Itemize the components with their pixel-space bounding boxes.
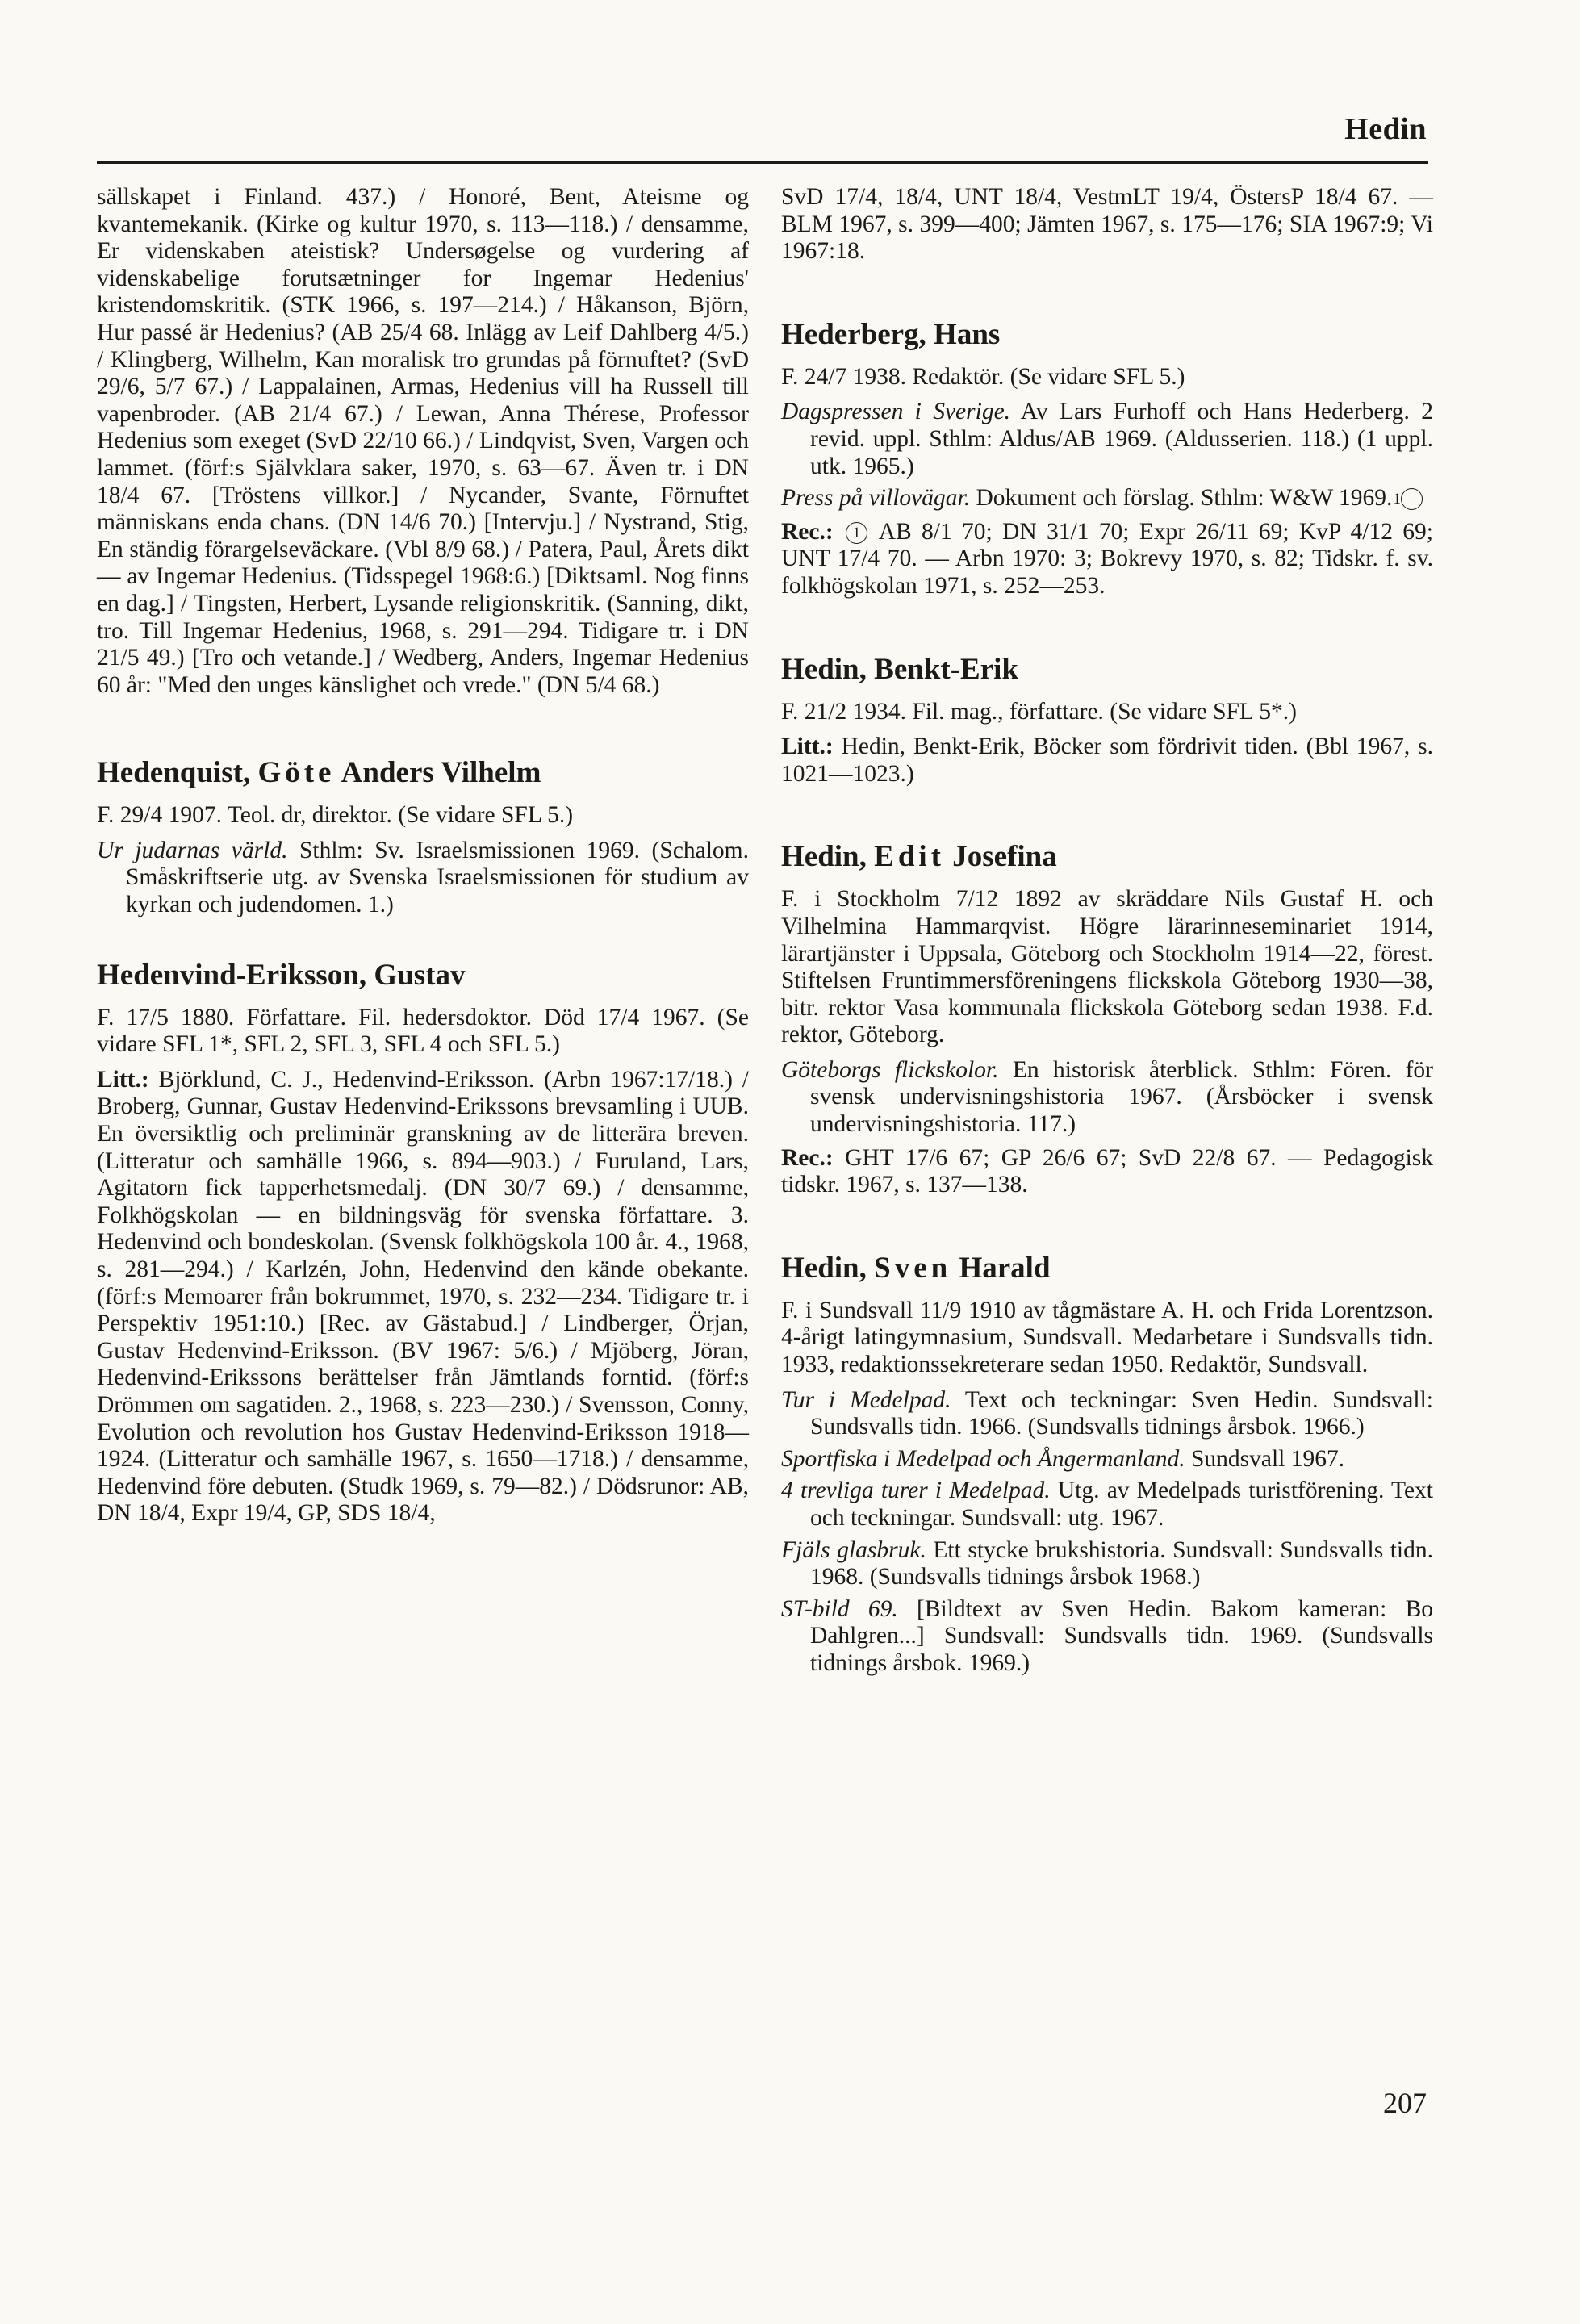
entry-sven	[781, 1251, 1433, 1678]
entry-hederberg	[781, 317, 1433, 600]
heading-part: Göte	[257, 756, 336, 790]
heading-part: Josefina	[945, 840, 1057, 874]
entry-benkt-erik	[781, 652, 1433, 788]
literature-label: Litt.:	[781, 734, 834, 760]
work-details: Sthlm: Sv. Israelsmissionen 1969. (Schalom. Småskriftserie utg. av Svenska Israelsmissionen för studium av kyrkan och judendomen. 1.)	[126, 837, 749, 918]
work-details: [Bildtext av Sven Hedin. Bakom kameran: Bo Dahlgren...] Sundsvall: Sundsvalls tidn. 1969. (Sundsvalls tidnings årsbok. 1969.)	[810, 1595, 1434, 1676]
reviews-label: Rec.:	[781, 1144, 834, 1171]
heading-part: Hedin,	[781, 840, 875, 874]
entry-hedenvind	[97, 958, 749, 1528]
work-item	[781, 1057, 1433, 1139]
work-item	[781, 399, 1433, 480]
work-details: Av Lars Furhoff och Hans Hederberg. 2 revid. uppl. Sthlm: Aldus/AB 1969. (Aldusserien. 118.) (1 uppl. utk. 1965.)	[810, 399, 1433, 479]
heading-part: Harald	[951, 1251, 1051, 1285]
header-rule	[97, 161, 1428, 164]
literature-label: Litt.:	[97, 1066, 149, 1093]
entry-heading	[97, 755, 749, 791]
work-title: Fjäls glasbruk.	[781, 1536, 926, 1563]
work-item	[781, 1596, 1433, 1678]
heading-part: Hedin,	[781, 1251, 875, 1285]
literature-text: Björklund, C. J., Hedenvind-Eriksson. (Arbn 1967:17/18.) / Broberg, Gunnar, Gustav Hedenvind-Erikssons brevsamling i UUB. En översiktlig och preliminär granskning av de litterära breven. (Litteratur och samhälle 1966, s. 894—903.) / Furuland, Lars, Agitatorn fick tapperhetsmedalj. (DN 30/7 69.) / densamme, Folkhögskolan — en bildningsväg för svenska författare. 3. Hedenvind och bondeskolan. (Svensk folkhögskola 100 år. 4., 1968, s. 281—294.) / Karlzén, John, Hedenvind den kände obekante. (förf:s Memoarer från bokrummet, 1970, s. 232—234. Tidigare tr. i Perspektiv 1951:10.) [Rec. av Gästabud.] / Lindberger, Örjan, Gustav Hedenvind-Eriksson. (BV 1967: 5/6.) / Mjöberg, Jöran, Hedenvind-Erikssons berättelser från Jämtlands forntid. (förf:s Drömmen om sagatiden. 2., 1968, s. 223—230.) / Svensson, Conny, Evolution och revolution hos Gustav Hedenvind-Eriksson 1918—1924. (Litteratur och samhälle 1967, s. 1650—1718.) / densamme, Hedenvind före debuten. (Studk 1969, s. 79—82.) / Dödsrunor: AB, DN 18/4, Expr 19/4, GP, SDS 18/4,	[97, 1066, 749, 1527]
right-column	[781, 184, 1433, 1682]
heading-part: Hedenquist,	[97, 756, 258, 790]
entry-bio: F. 21/2 1934. Fil. mag., författare. (Se vidare SFL 5*.)	[781, 698, 1297, 725]
entry-bio: F. 29/4 1907. Teol. dr, direktor. (Se vidare SFL 5.)	[97, 802, 574, 829]
entry-heading: Hedenvind-Eriksson, Gustav	[97, 958, 466, 992]
work-item	[781, 1478, 1433, 1532]
circled-number-icon: 1	[846, 522, 867, 544]
work-title: Ur judarnas värld.	[97, 837, 288, 863]
reviews-label: Rec.:	[781, 518, 834, 545]
heading-part: Edit	[874, 840, 945, 874]
entry-hedenquist	[97, 755, 749, 918]
work-details: En historisk återblick. Sthlm: Fören. för svensk undervisningshistoria 1967. (Årsböcker i svensk undervisningshistoria. 117.)	[810, 1056, 1434, 1138]
left-column	[97, 184, 749, 1528]
reviews-text: AB 8/1 70; DN 31/1 70; Expr 26/11 69; KvP 4/12 69; UNT 17/4 70. — Arbn 1970: 3; Bokrevy 1970, s. 82; Tidskr. f. sv. folkhögskolan 1971, s. 252—253.	[781, 518, 1433, 599]
circled-number-icon: 1	[1401, 488, 1423, 510]
work-title: ST-bild 69.	[781, 1595, 898, 1622]
entry-heading	[781, 839, 1433, 875]
work-details: Dokument och förslag. Sthlm: W&W 1969.	[970, 485, 1393, 512]
literature-paragraph	[781, 734, 1433, 788]
literature-text: Hedin, Benkt-Erik, Böcker som fördrivit tiden. (Bbl 1967, s. 1021—1023.)	[781, 734, 1433, 787]
work-item	[781, 1446, 1433, 1473]
work-title: Press på villovägar.	[781, 485, 971, 512]
entry-heading: Hedin, Benkt-Erik	[781, 652, 1018, 686]
work-title: Dagspressen i Sverige.	[781, 399, 1011, 425]
work-title: 4 trevliga turer i Medelpad.	[781, 1478, 1051, 1504]
work-details: Ett stycke brukshistoria. Sundsvall: Sundsvalls tidn. 1968. (Sundsvalls tidnings årsbok 1968.)	[810, 1536, 1433, 1590]
heading-part: Sven	[874, 1251, 952, 1285]
entry-bio: F. 24/7 1938. Redaktör. (Se vidare SFL 5.)	[781, 363, 1185, 390]
entry-bio: F. 17/5 1880. Författare. Fil. hedersdoktor. Död 17/4 1967. (Se vidare SFL 1*, SFL 2, SFL 3, SFL 4 och SFL 5.)	[97, 1004, 749, 1058]
running-head: Hedin	[1344, 112, 1427, 146]
entry-heading: Hederberg, Hans	[781, 317, 1001, 351]
work-item	[97, 838, 749, 919]
reviews-paragraph	[781, 519, 1433, 600]
work-title: Göteborgs flickskolor.	[781, 1056, 999, 1083]
entry-bio: F. i Stockholm 7/12 1892 av skräddare Nils Gustaf H. och Vilhelmina Hammarqvist. Högre lärarinneseminariet 1914, lärartjänster i Uppsala, Göteborg och Stockholm 1914—22, förest. Stiftelsen Fruntimmersföreningens flickskola Göteborg 1930—38, bitr. rektor Vasa kommunala flickskola Göteborg sedan 1938. F.d. rektor, Göteborg.	[781, 886, 1433, 1048]
work-details: Text och teckningar: Sven Hedin. Sundsvall: Sundsvalls tidn. 1966. (Sundsvalls tidnings årsbok. 1966.)	[810, 1386, 1433, 1440]
continuation-text: SvD 17/4, 18/4, UNT 18/4, VestmLT 19/4, ÖstersP 18/4 67. — BLM 1967, s. 399—400; Jämten 1967, s. 175—176; SIA 1967:9; Vi 1967:18.	[781, 184, 1433, 265]
work-details: Sundsvall 1967.	[1185, 1445, 1345, 1472]
heading-part: Anders Vilhelm	[335, 756, 541, 790]
reviews-paragraph	[781, 1145, 1433, 1199]
work-details: Utg. av Medelpads turistförening. Text och teckningar. Sundsvall: utg. 1967.	[810, 1478, 1433, 1531]
work-item	[781, 1387, 1433, 1441]
entry-edit	[781, 839, 1433, 1199]
continuation-text: sällskapet i Finland. 437.) / Honoré, Bent, Ateisme og kvantemekanik. (Kirke og kultur 1970, s. 113—118.) / densamme, Er videnskaben ateistisk? Undersøgelse og vurdering af videnskabelige forutsætninger for Ingemar Hedenius' kristendomskritik. (STK 1966, s. 197—214.) / Håkanson, Björn, Hur passé är Hedenius? (AB 25/4 68. Inlägg av Leif Dahlberg 4/5.) / Klingberg, Wilhelm, Kan moralisk tro grundas på förnuftet? (SvD 29/6, 5/7 67.) / Lappalainen, Armas, Hedenius vill ha Russell till vapenbroder. (AB 21/4 67.) / Lewan, Anna Thérese, Professor Hedenius som exeget (SvD 22/10 66.) / Lindqvist, Sven, Vargen och lammet. (förf:s Självklara saker, 1970, s. 63—67. Även tr. i DN 18/4 67. [Tröstens villkor.] / Nycander, Svante, Förnuftet människans enda chans. (DN 14/6 70.) [Intervju.] / Nystrand, Stig, En ständig förargelseväckare. (Vbl 8/9 68.) / Patera, Paul, Årets dikt — av Ingemar Hedenius. (Tidsspegel 1968:6.) [Diktsaml. Nog finns en dag.] / Tingsten, Herbert, Lysande religionskritik. (Sanning, dikt, tro. Till Ingemar Hedenius, 1968, s. 291—294. Tidigare tr. i DN 21/5 49.) [Tro och vetande.] / Wedberg, Anders, Ingemar Hedenius 60 år: "Med den unges känslighet och vrede." (DN 5/4 68.)	[97, 184, 749, 698]
work-title: Sportfiska i Medelpad och Ångermanland.	[781, 1445, 1185, 1472]
page-number: 207	[1383, 2087, 1427, 2119]
work-item	[781, 485, 1433, 512]
work-title: Tur i Medelpad.	[781, 1386, 951, 1413]
literature-paragraph	[97, 1067, 749, 1528]
work-item	[781, 1537, 1433, 1591]
entry-heading	[781, 1251, 1433, 1286]
reviews-text: GHT 17/6 67; GP 26/6 67; SvD 22/8 67. — Pedagogisk tidskr. 1967, s. 137—138.	[781, 1144, 1433, 1198]
entry-bio: F. i Sundsvall 11/9 1910 av tågmästare A. H. och Frida Lorentzson. 4-årigt latingymnasium, Sundsvall. Medarbetare i Sundsvalls tidn. 1933, redaktionssekreterare sedan 1950. Redaktör, Sundsvall.	[781, 1297, 1433, 1378]
